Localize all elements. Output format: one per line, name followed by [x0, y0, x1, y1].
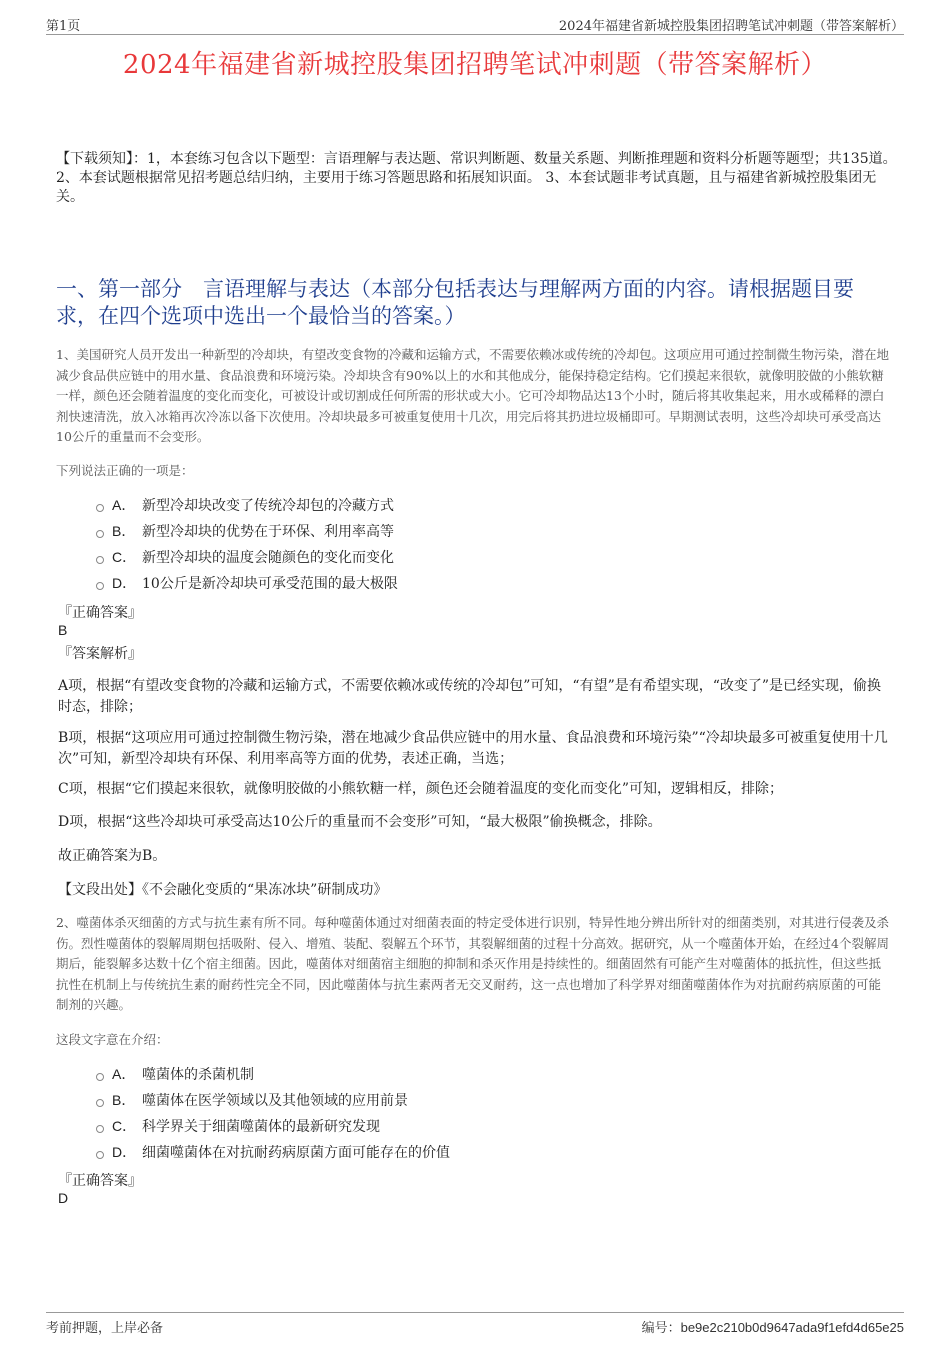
analysis-item-b: B项，根据“这项应用可通过控制微生物污染，潜在地减少食品供应链中的用水量、食品浪费和环境污染”“冷却块最多可被重复使用十几次”可知，新型冷却块有环保、利用率高等方面的优势，表述正确，当选；: [58, 730, 888, 767]
question-1-option-c[interactable]: [96, 544, 398, 570]
option-text: 细菌噬菌体在对抗耐药病原菌方面可能存在的价值: [142, 1145, 450, 1161]
option-text: 科学界关于细菌噬菌体的最新研究发现: [142, 1119, 380, 1135]
option-text: 新型冷却块的温度会随颜色的变化而变化: [142, 550, 394, 566]
question-2-option-a[interactable]: [96, 1061, 450, 1087]
option-text: 10公斤是新冷却块可承受范围的最大极限: [142, 576, 398, 592]
question-2-answer-label: 『正确答案』: [58, 1173, 142, 1189]
option-text: 噬菌体的杀菌机制: [142, 1067, 254, 1083]
radio-icon[interactable]: [96, 504, 104, 512]
question-1-answer: B: [58, 622, 68, 638]
analysis-item-d: D项，根据“这些冷却块可承受高达10公斤的重量而不会变形”可知，“最大极限”偷换概念，排除。: [58, 814, 662, 830]
question-1-prompt: 下列说法正确的一项是：: [56, 463, 194, 478]
question-2-option-b[interactable]: [96, 1087, 450, 1113]
option-letter: D．: [112, 1144, 137, 1160]
page-header: [46, 12, 904, 35]
radio-icon[interactable]: [96, 530, 104, 538]
footer-slogan: 考前押题，上岸必备: [46, 1321, 164, 1336]
question-2-options: [96, 1061, 450, 1165]
page-title: 2024年福建省新城控股集团招聘笔试冲刺题（带答案解析）: [122, 50, 828, 80]
question-1-source: 【文段出处】《不会融化变质的“果冻冰块”研制成功》: [58, 882, 388, 898]
question-1-options: [96, 492, 398, 596]
question-2-option-d[interactable]: [96, 1139, 450, 1165]
option-text: 新型冷却块改变了传统冷却包的冷藏方式: [142, 498, 394, 514]
radio-icon[interactable]: [96, 1125, 104, 1133]
section-heading: 一、第一部分 言语理解与表达（本部分包括表达与理解两方面的内容。请根据题目要求，在四个选项中选出一个最恰当的答案。）: [56, 277, 854, 328]
page-footer: [46, 1312, 904, 1335]
header-doc-title: 2024年福建省新城控股集团招聘笔试冲刺题（带答案解析）: [558, 19, 904, 34]
option-letter: C．: [112, 1118, 137, 1134]
analysis-item-c: C项，根据“它们摸起来很软，就像明胶做的小熊软糖一样，颜色还会随着温度的变化而变化”可知，逻辑相反，排除；: [58, 781, 784, 797]
question-1-option-b[interactable]: [96, 518, 398, 544]
question-1-option-a[interactable]: [96, 492, 398, 518]
question-2-text: 2、噬菌体杀灭细菌的方式与抗生素有所不同。每种噬菌体通过对细菌表面的特定受体进行识别，特异性地分辨出所针对的细菌类别，对其进行侵袭及杀伤。烈性噬菌体的裂解周期包括吸附、侵入、增殖、装配、裂解五个环节，其裂解细菌的过程十分高效。据研究，从一个噬菌体开始，在经过4个裂解周期后，能裂解多达数十亿个宿主细菌。因此，噬菌体对细菌宿主细胞的抑制和杀灭作用是持续性的。细菌固然有可能产生对噬菌体的抵抗性，但这些抵抗性在机制上与传统抗生素的耐药性完全不同，因此噬菌体与抗生素两者无交叉耐药，这一点也增加了科学界对细菌噬菌体作为对抗耐药病原菌的可能制剂的兴趣。: [56, 915, 889, 1012]
question-1-option-d[interactable]: [96, 570, 398, 596]
question-1-analysis-label: 『答案解析』: [58, 646, 142, 662]
footer-code: 编号：be9e2c210b0d9647ada9f1efd4d65e25: [641, 1320, 904, 1335]
download-notice: 【下载须知】：1，本套练习包含以下题型：言语理解与表达题、常识判断题、数量关系题、判断推理题和资料分析题等题型；共135道。 2、本套试题根据常见招考题总结归纳，主要用于练习答题思路和拓展知识面。 3、本套试题非考试真题，且与福建省新城控股集团无关。: [56, 151, 897, 205]
option-text: 新型冷却块的优势在于环保、利用率高等: [142, 524, 394, 540]
option-letter: A．: [112, 1066, 136, 1082]
option-letter: B．: [112, 1092, 136, 1108]
analysis-conclusion: 故正确答案为B。: [58, 848, 167, 864]
analysis-item-a: A项，根据“有望改变食物的冷藏和运输方式，不需要依赖冰或传统的冷却包”可知，“有望”是有希望实现，“改变了”是已经实现，偷换时态，排除；: [58, 678, 882, 715]
radio-icon[interactable]: [96, 1073, 104, 1081]
radio-icon[interactable]: [96, 556, 104, 564]
option-letter: B．: [112, 523, 136, 539]
radio-icon[interactable]: [96, 1099, 104, 1107]
radio-icon[interactable]: [96, 1151, 104, 1159]
question-1-answer-label: 『正确答案』: [58, 605, 142, 621]
question-2-option-c[interactable]: [96, 1113, 450, 1139]
page-number: 第1页: [46, 19, 81, 34]
option-text: 噬菌体在医学领域以及其他领域的应用前景: [142, 1093, 408, 1109]
question-2-answer: D: [58, 1190, 69, 1206]
option-letter: C．: [112, 549, 137, 565]
option-letter: A．: [112, 497, 136, 513]
radio-icon[interactable]: [96, 582, 104, 590]
question-2-prompt: 这段文字意在介绍：: [56, 1032, 169, 1047]
option-letter: D．: [112, 575, 137, 591]
question-1-text: 1、美国研究人员开发出一种新型的冷却块，有望改变食物的冷藏和运输方式，不需要依赖冰或传统的冷却包。这项应用可通过控制微生物污染，潜在地减少食品供应链中的用水量、食品浪费和环境污染。冷却块含有90%以上的水和其他成分，能保持稳定结构。它们摸起来很软，就像明胶做的小熊软糖一样，颜色还会随着温度的变化而变化，可被设计或切割成任何所需的形状或大小。它可冷却物品达13个小时，随后将其收集起来，用水或稀释的漂白剂快速清洗，放入冰箱再次冷冻以备下次使用。冷却块最多可被重复使用十几次，用完后将其扔进垃圾桶即可。早期测试表明，这些冷却块可承受高达10公斤的重量而不会变形。: [56, 347, 889, 444]
